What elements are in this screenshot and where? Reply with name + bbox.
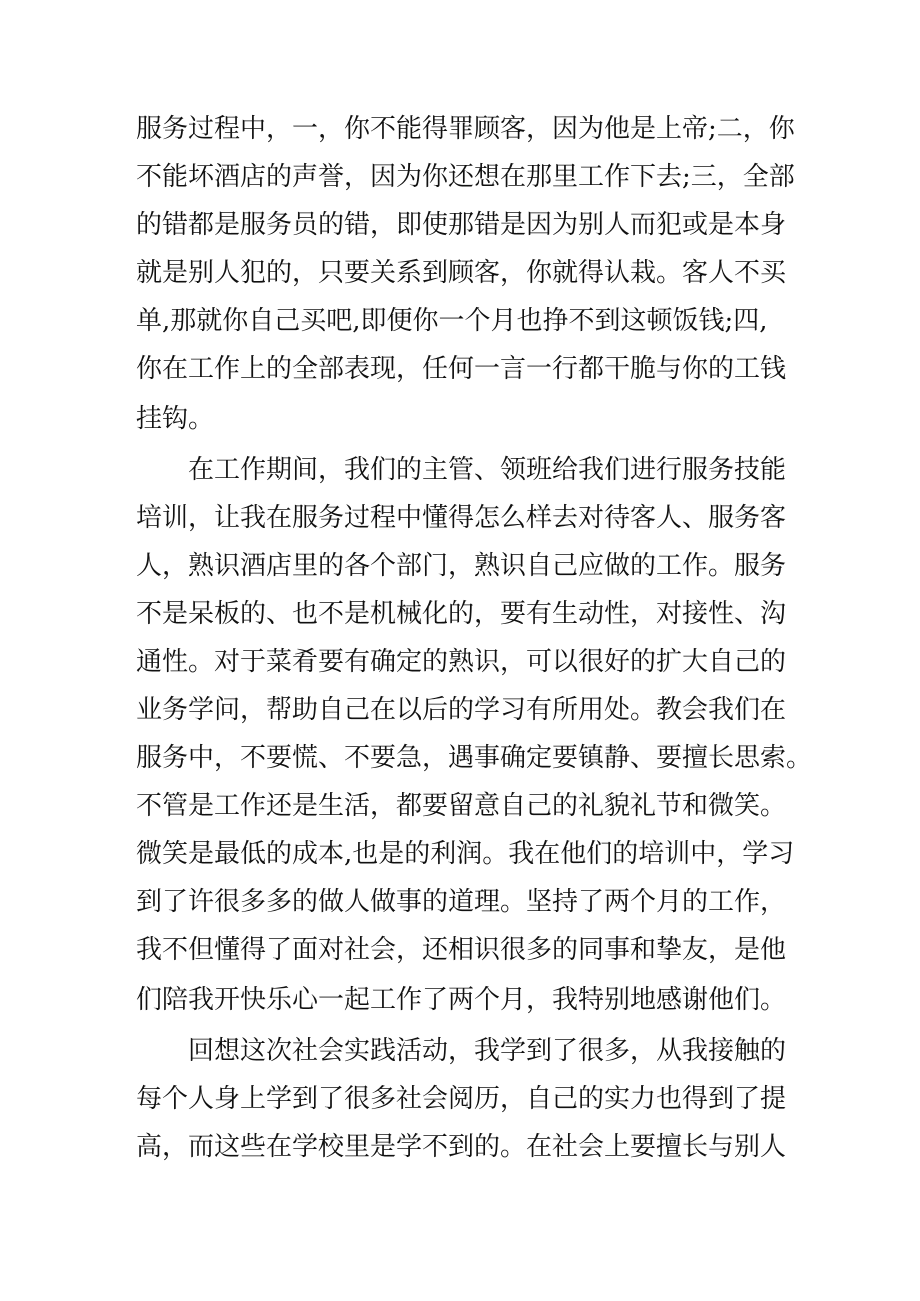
text-line: 通性。对于菜肴要有确定的熟识，可以很好的扩大自己的 bbox=[136, 647, 787, 677]
text-line: 到了许很多多的做人做事的道理。坚持了两个月的工作， bbox=[136, 887, 787, 917]
text-line: 服务过程中，一，你不能得罪顾客，因为他是上帝;二，你 bbox=[136, 114, 795, 144]
text-line: 高，而这些在学校里是学不到的。在社会上要擅长与别人 bbox=[136, 1132, 787, 1162]
paragraph-first-line: 在工作期间，我们的主管、领班给我们进行服务技能 bbox=[188, 455, 787, 485]
text-line: 不管是工作还是生活，都要留意自己的礼貌礼节和微笑。 bbox=[136, 791, 787, 821]
text-line: 你在工作上的全部表现，任何一言一行都干脆与你的工钱 bbox=[136, 354, 787, 384]
text-line: 单,那就你自己买吧,即便你一个月也挣不到这顿饭钱;四, bbox=[136, 306, 768, 336]
paragraph-first-line: 回想这次社会实践活动，我学到了很多，从我接触的 bbox=[188, 1036, 787, 1066]
text-line: 人，熟识酒店里的各个部门，熟识自己应做的工作。服务 bbox=[136, 551, 787, 581]
text-line: 们陪我开快乐心一起工作了两个月，我特别地感谢他们。 bbox=[136, 985, 787, 1015]
text-line: 不是呆板的、也不是机械化的，要有生动性，对接性、沟 bbox=[136, 599, 787, 629]
text-line: 就是别人犯的，只要关系到顾客，你就得认栽。客人不买 bbox=[136, 258, 787, 288]
document-body bbox=[136, 105, 813, 1171]
text-line: 每个人身上学到了很多社会阅历，自己的实力也得到了提 bbox=[136, 1084, 787, 1114]
text-line: 业务学问，帮助自己在以后的学习有所用处。教会我们在 bbox=[136, 695, 787, 725]
text-line: 微笑是最低的成本,也是的利润。我在他们的培训中，学习 bbox=[136, 839, 795, 869]
text-line: 的错都是服务员的错，即使那错是因为别人而犯或是本身 bbox=[136, 210, 787, 240]
text-line: 培训，让我在服务过程中懂得怎么样去对待客人、服务客 bbox=[136, 503, 787, 533]
text-line: 服务中，不要慌、不要急，遇事确定要镇静、要擅长思索。 bbox=[136, 743, 813, 773]
text-line: 挂钩。 bbox=[136, 404, 215, 434]
text-line: 不能坏酒店的声誉，因为你还想在那里工作下去;三，全部 bbox=[136, 162, 795, 192]
text-line: 我不但懂得了面对社会，还相识很多的同事和挚友，是他 bbox=[136, 935, 787, 965]
